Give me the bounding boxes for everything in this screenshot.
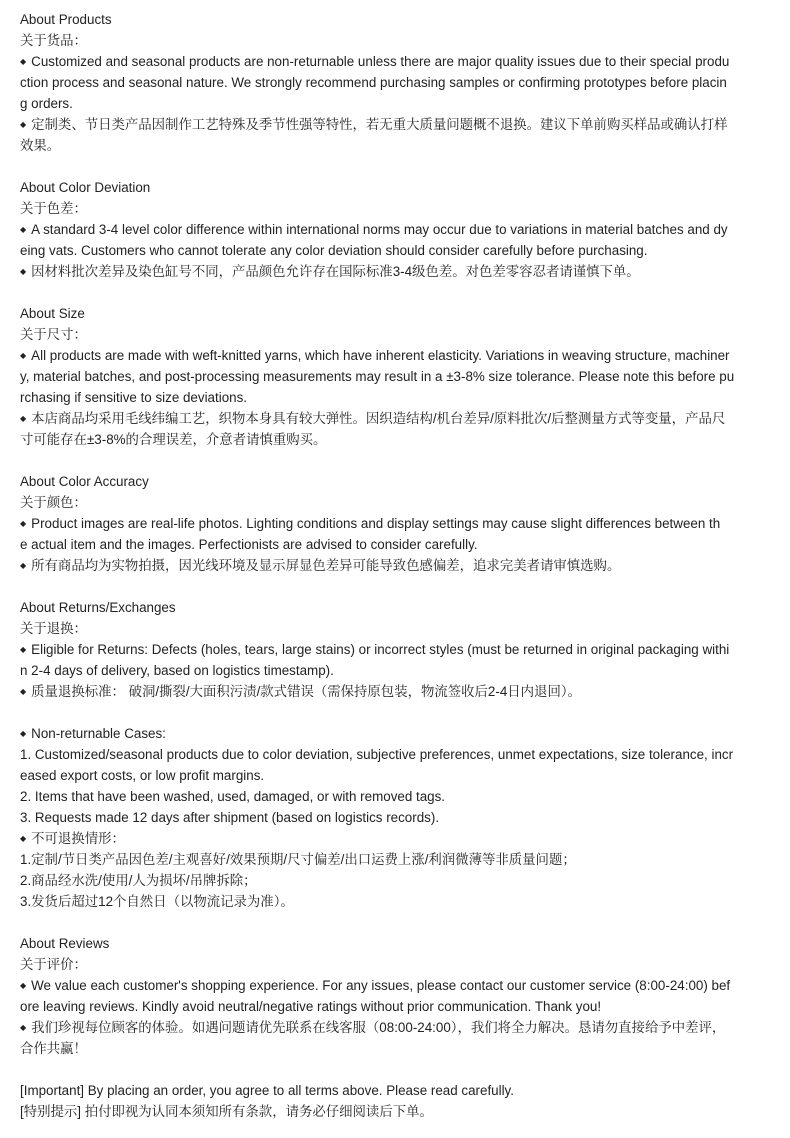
section-subtitle: 关于尺寸： <box>20 327 87 342</box>
paragraph-line: ◆ 本店商品均采用毛线纬编工艺，织物本身具有较大弹性。因织造结构/机台差异/原料批次/后整测量方式等变量，产品尺 <box>20 408 770 429</box>
paragraph-line: g orders. <box>20 96 73 111</box>
section-subtitle: 关于评价： <box>20 957 87 972</box>
important-notice-en: [Important] By placing an order, you agree to all terms above. Please read carefully. <box>20 1083 514 1098</box>
list-item: 2. Items that have been washed, used, damaged, or with removed tags. <box>20 789 446 804</box>
paragraph-line: rchasing if sensitive to size deviations. <box>20 390 248 405</box>
paragraph-line: 效果。 <box>20 138 61 153</box>
list-item: 3. Requests made 12 days after shipment (based on logistics records). <box>20 810 440 825</box>
important-notice-cn: [特别提示] 拍付即视为认同本须知所有条款，请务必仔细阅读后下单。 <box>20 1104 433 1119</box>
section-non-returnable <box>20 723 770 912</box>
section-title: About Color Deviation <box>20 180 151 195</box>
paragraph-line: y, material batches, and post-processing measurements may result in a ±3-8% size tolerance. Please note this before pu <box>20 369 735 384</box>
paragraph-line: ◆ 定制类、节日类产品因制作工艺特殊及季节性强等特性，若无重大质量问题概不退换。建议下单前购买样品或确认打样 <box>20 114 770 135</box>
section-color-accuracy <box>20 471 770 576</box>
section-products <box>20 9 770 156</box>
paragraph-line: ◆ Customized and seasonal products are non-returnable unless there are major quality issues due to their special produ <box>20 51 770 72</box>
section-title: About Size <box>20 306 85 321</box>
spacer <box>20 1059 770 1080</box>
paragraph-line: ◆ Eligible for Returns: Defects (holes, tears, large stains) or incorrect styles (must be returned in original packaging withi <box>20 639 770 660</box>
paragraph-line: ◆ Product images are real-life photos. Lighting conditions and display settings may cause slight differences between th <box>20 513 770 534</box>
paragraph-line: eing vats. Customers who cannot tolerate any color deviation should consider carefully before purchasing. <box>20 243 648 258</box>
section-title: About Products <box>20 12 112 27</box>
paragraph-line: ◆ 因材料批次差异及染色缸号不同，产品颜色允许存在国际标准3-4级色差。对色差零容忍者请谨慎下单。 <box>20 261 770 282</box>
section-subtitle: 关于退换： <box>20 621 87 636</box>
list-item: eased export costs, or low profit margins. <box>20 768 265 783</box>
spacer <box>20 450 770 471</box>
section-title: About Returns/Exchanges <box>20 600 176 615</box>
section-important <box>20 1080 770 1122</box>
list-item: 1.定制/节日类产品因色差/主观喜好/效果预期/尺寸偏差/出口运费上涨/利润微薄等非质量问题； <box>20 852 576 867</box>
paragraph-line: ◆ 我们珍视每位顾客的体验。如遇问题请优先联系在线客服（08:00-24:00），我们将全力解决。恳请勿直接给予中差评， <box>20 1017 770 1038</box>
spacer <box>20 576 770 597</box>
list-item: 1. Customized/seasonal products due to color deviation, subjective preferences, unmet expectations, size tolerance, incr <box>20 747 734 762</box>
paragraph-line: ore leaving reviews. Kindly avoid neutral/negative ratings without prior communication. Thank you! <box>20 999 602 1014</box>
section-subtitle: 关于货品： <box>20 33 87 48</box>
section-size <box>20 303 770 450</box>
paragraph-line: ◆ 所有商品均为实物拍摄，因光线环境及显示屏显色差异可能导致色感偏差，追求完美者请审慎选购。 <box>20 555 770 576</box>
spacer <box>20 156 770 177</box>
paragraph-line: ◆ All products are made with weft-knitted yarns, which have inherent elasticity. Variations in weaving structure, machiner <box>20 345 770 366</box>
section-title: About Reviews <box>20 936 110 951</box>
section-color-deviation <box>20 177 770 282</box>
spacer <box>20 282 770 303</box>
section-reviews <box>20 933 770 1059</box>
paragraph-line: 寸可能存在±3-8%的合理误差，介意者请慎重购买。 <box>20 432 327 447</box>
section-subtitle: 关于色差： <box>20 201 87 216</box>
paragraph-line: ◆ We value each customer's shopping experience. For any issues, please contact our customer service (8:00-24:00) bef <box>20 975 770 996</box>
paragraph-line: ◆ A standard 3-4 level color difference within international norms may occur due to variations in material batches and dy <box>20 219 770 240</box>
section-returns <box>20 597 770 702</box>
list-item: 2.商品经水洗/使用/人为损坏/吊牌拆除； <box>20 873 257 888</box>
paragraph-line: n 2-4 days of delivery, based on logistics timestamp). <box>20 663 334 678</box>
section-heading: ◆ Non-returnable Cases: <box>20 723 770 744</box>
section-heading-cn: ◆ 不可退换情形： <box>20 828 770 849</box>
paragraph-line: ◆ 质量退换标准： 破洞/撕裂/大面积污渍/款式错误（需保持原包装，物流签收后2-4日内退回）。 <box>20 681 770 702</box>
paragraph-line: 合作共赢！ <box>20 1041 87 1056</box>
paragraph-line: e actual item and the images. Perfectionists are advised to consider carefully. <box>20 537 478 552</box>
section-title: About Color Accuracy <box>20 474 149 489</box>
list-item: 3.发货后超过12个自然日（以物流记录为准）。 <box>20 894 294 909</box>
paragraph-line: ction process and seasonal nature. We strongly recommend purchasing samples or confirming prototypes before placin <box>20 75 727 90</box>
spacer <box>20 702 770 723</box>
section-subtitle: 关于颜色： <box>20 495 87 510</box>
spacer <box>20 912 770 933</box>
